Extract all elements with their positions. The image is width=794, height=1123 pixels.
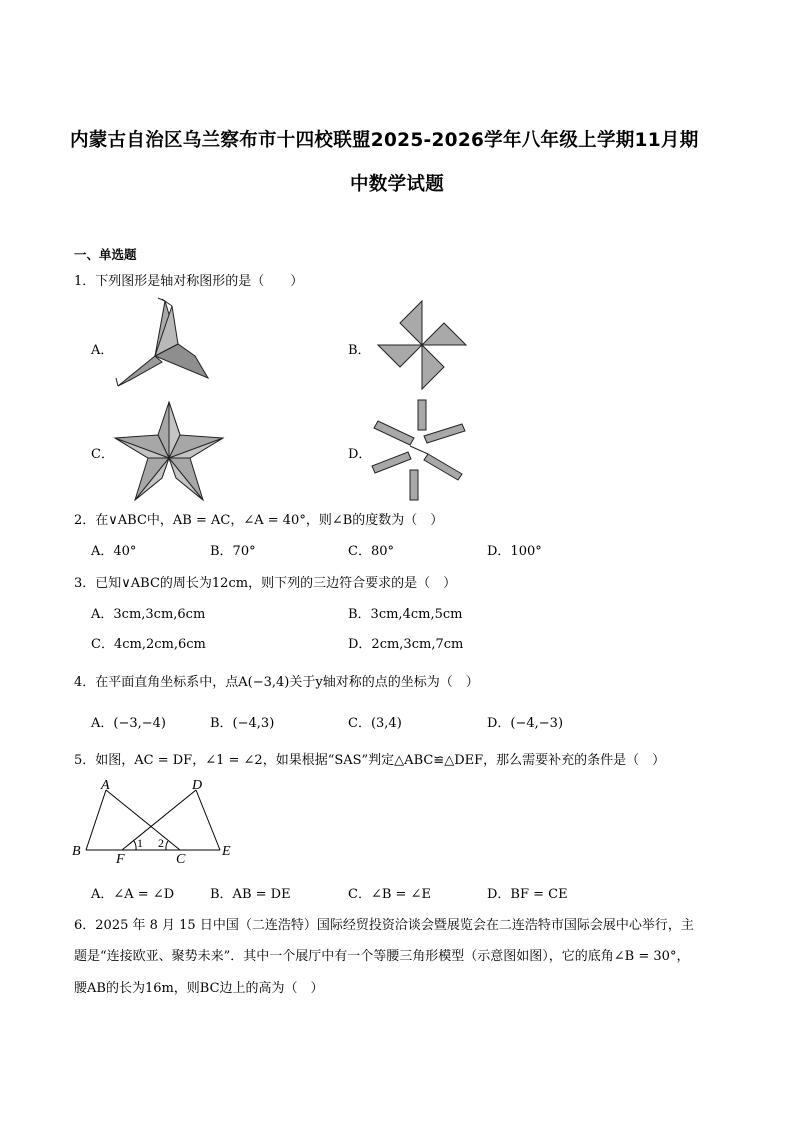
question-6-line1: 6．2025 年 8 月 15 日中国（二连浩特）国际经贸投资洽谈会暨展览会在二连浩特市国际会展中心举行，主 [74, 918, 694, 933]
figure-a-pinwheel [110, 296, 220, 396]
question-4-stem: 4．在平面直角坐标系中，点A(−3,4)关于y轴对称的点的坐标为（ ） [74, 675, 479, 690]
q5-option-b: B．AB = DE [210, 887, 291, 902]
label-e: E [222, 844, 231, 859]
q1-option-c: C． [91, 447, 114, 462]
q1-option-a: A． [91, 343, 114, 358]
question-5-stem: 5．如图，AC = DF，∠1 = ∠2，如果根据“SAS”判定△ABC≌△DEF，那么需要补充的条件是（ ） [74, 753, 666, 768]
label-angle-1: 1 [137, 836, 143, 850]
q3-option-a: A．3cm,3cm,6cm [91, 607, 206, 622]
q5-option-c: C．∠B = ∠E [348, 887, 431, 902]
q4-option-d: D．(−4,−3) [487, 716, 564, 731]
question-6-line2: 题是“连接欧亚、聚势未来”．其中一个展厅中有一个等腰三角形模型（示意图如图），它的底角∠B = 30°， [74, 949, 690, 964]
question-2-stem: 2．在∨ABC中，AB = AC，∠A = 40°，则∠B的度数为（ ） [74, 513, 444, 528]
q2-option-c: C．80° [348, 544, 394, 559]
page-title: 内蒙古自治区乌兰察布市十四校联盟2025-2026学年八年级上学期11月期 [70, 130, 699, 151]
q1-option-b: B． [348, 343, 371, 358]
question-1-stem: 1．下列图形是轴对称图形的是（ ） [74, 274, 304, 289]
label-b: B [72, 844, 81, 859]
label-c: C [176, 852, 186, 867]
label-f: F [116, 852, 125, 867]
q3-option-b: B．3cm,4cm,5cm [348, 607, 463, 622]
figure-b-windmill [376, 299, 468, 391]
q2-option-b: B．70° [210, 544, 256, 559]
figure-d-bars [370, 398, 470, 502]
q4-option-a: A．(−3,−4) [91, 716, 166, 731]
label-a: A [101, 778, 110, 793]
page-title-line2: 中数学试题 [350, 174, 445, 195]
q2-option-d: D．100° [487, 544, 542, 559]
q5-option-d: D．BF = CE [487, 887, 568, 902]
figure-c-star [113, 400, 225, 504]
q2-option-a: A．40° [91, 544, 137, 559]
question-3-stem: 3．已知∨ABC的周长为12cm，则下列的三边符合要求的是（ ） [74, 576, 457, 591]
label-d: D [192, 778, 203, 793]
q5-option-a: A．∠A = ∠D [91, 887, 175, 902]
q4-option-b: B．(−4,3) [210, 716, 275, 731]
q3-option-d: D．2cm,3cm,7cm [348, 637, 464, 652]
section-heading: 一、单选题 [74, 247, 137, 262]
q1-option-d: D． [348, 447, 372, 462]
label-angle-2: 2 [158, 836, 164, 850]
question-6-line3: 腰AB的长为16m，则BC边上的高为（ ） [74, 981, 324, 996]
q4-option-c: C．(3,4) [348, 716, 402, 731]
q5-triangle-figure [70, 778, 240, 867]
q3-option-c: C．4cm,2cm,6cm [91, 637, 206, 652]
